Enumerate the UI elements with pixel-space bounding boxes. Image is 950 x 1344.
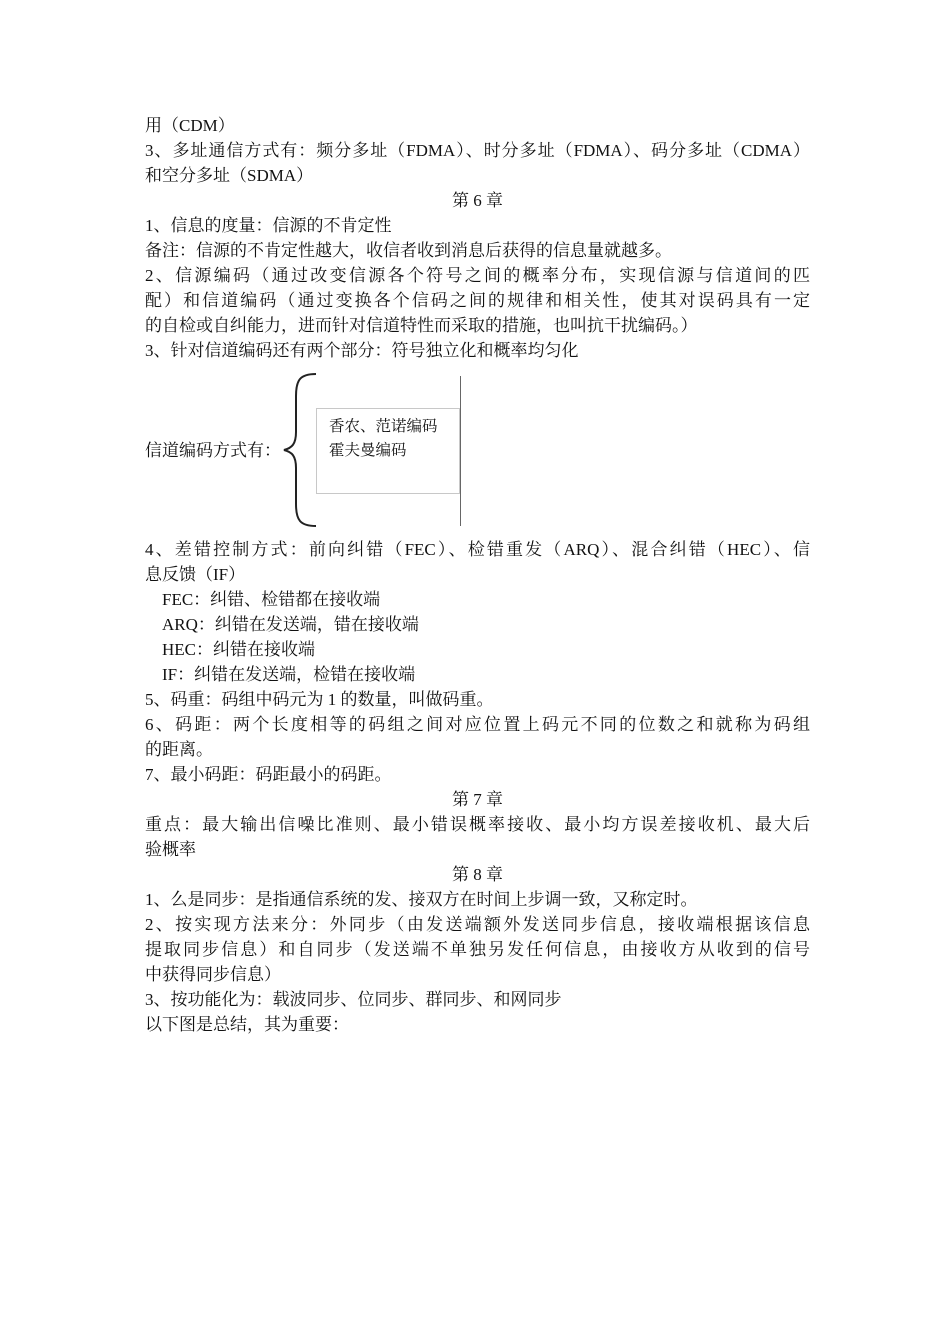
text-line: 验概率 [145,840,196,859]
text-line: 的自检或自纠能力，进而针对信道特性而采取的措施，也叫抗干扰编码。） [145,316,698,335]
text-line: ARQ：纠错在发送端，错在接收端 [162,615,419,634]
vertical-divider [460,376,461,526]
diagram-label: 信道编码方式有： [145,441,281,460]
text-line: 备注：信源的不肯定性越大，收信者收到消息后获得的信息量就越多。 [145,241,672,260]
curly-brace-icon [278,372,318,528]
text-line: 以下图是总结，其为重要： [145,1015,349,1034]
text-line: 1、信息的度量：信源的不肯定性 [145,216,392,235]
text-line: 1、么是同步：是指通信系统的发、接双方在时间上步调一致，又称定时。 [145,890,698,909]
coding-method-item: 霍夫曼编码 [329,442,407,459]
text-line: IF：纠错在发送端，检错在接收端 [162,665,416,684]
text-line: 3、多址通信方式有：频分多址（FDMA）、时分多址（FDMA）、码分多址（CDMA） [145,141,810,160]
text-line: HEC：纠错在接收端 [162,640,315,659]
text-line: FEC：纠错、检错都在接收端 [162,590,381,609]
text-line: 4、差错控制方式：前向纠错（FEC）、检错重发（ARQ）、混合纠错（HEC）、信 [145,540,810,559]
text-line: 3、针对信道编码还有两个部分：符号独立化和概率均匀化 [145,341,579,360]
text-line: 息反馈（IF） [145,565,246,584]
chapter-heading: 第 7 章 [452,790,503,809]
text-line: 用（CDM） [145,116,235,135]
text-line: 配）和信道编码（通过变换各个信码之间的规律和相关性，使其对误码具有一定 [145,291,810,310]
chapter-heading: 第 6 章 [452,191,503,210]
chapter-heading: 第 8 章 [452,865,503,884]
coding-methods-box [316,408,460,494]
text-line: 6、码距：两个长度相等的码组之间对应位置上码元不同的位数之和就称为码组 [145,715,810,734]
text-line: 的距离。 [145,740,213,759]
text-line: 中获得同步信息） [145,965,281,984]
text-line: 5、码重：码组中码元为 1 的数量，叫做码重。 [145,690,494,709]
coding-method-item: 香农、范诺编码 [329,418,438,435]
text-line: 2、按实现方法来分：外同步（由发送端额外发送同步信息，接收端根据该信息 [145,915,810,934]
text-line: 重点：最大输出信噪比准则、最小错误概率接收、最小均方误差接收机、最大后 [145,815,810,834]
text-line: 3、按功能化为：载波同步、位同步、群同步、和网同步 [145,990,562,1009]
text-line: 7、最小码距：码距最小的码距。 [145,765,392,784]
text-line: 提取同步信息）和自同步（发送端不单独另发任何信息，由接收方从收到的信号 [145,940,810,959]
text-line: 2、信源编码（通过改变信源各个符号之间的概率分布，实现信源与信道间的匹 [145,266,810,285]
text-line: 和空分多址（SDMA） [145,166,314,185]
